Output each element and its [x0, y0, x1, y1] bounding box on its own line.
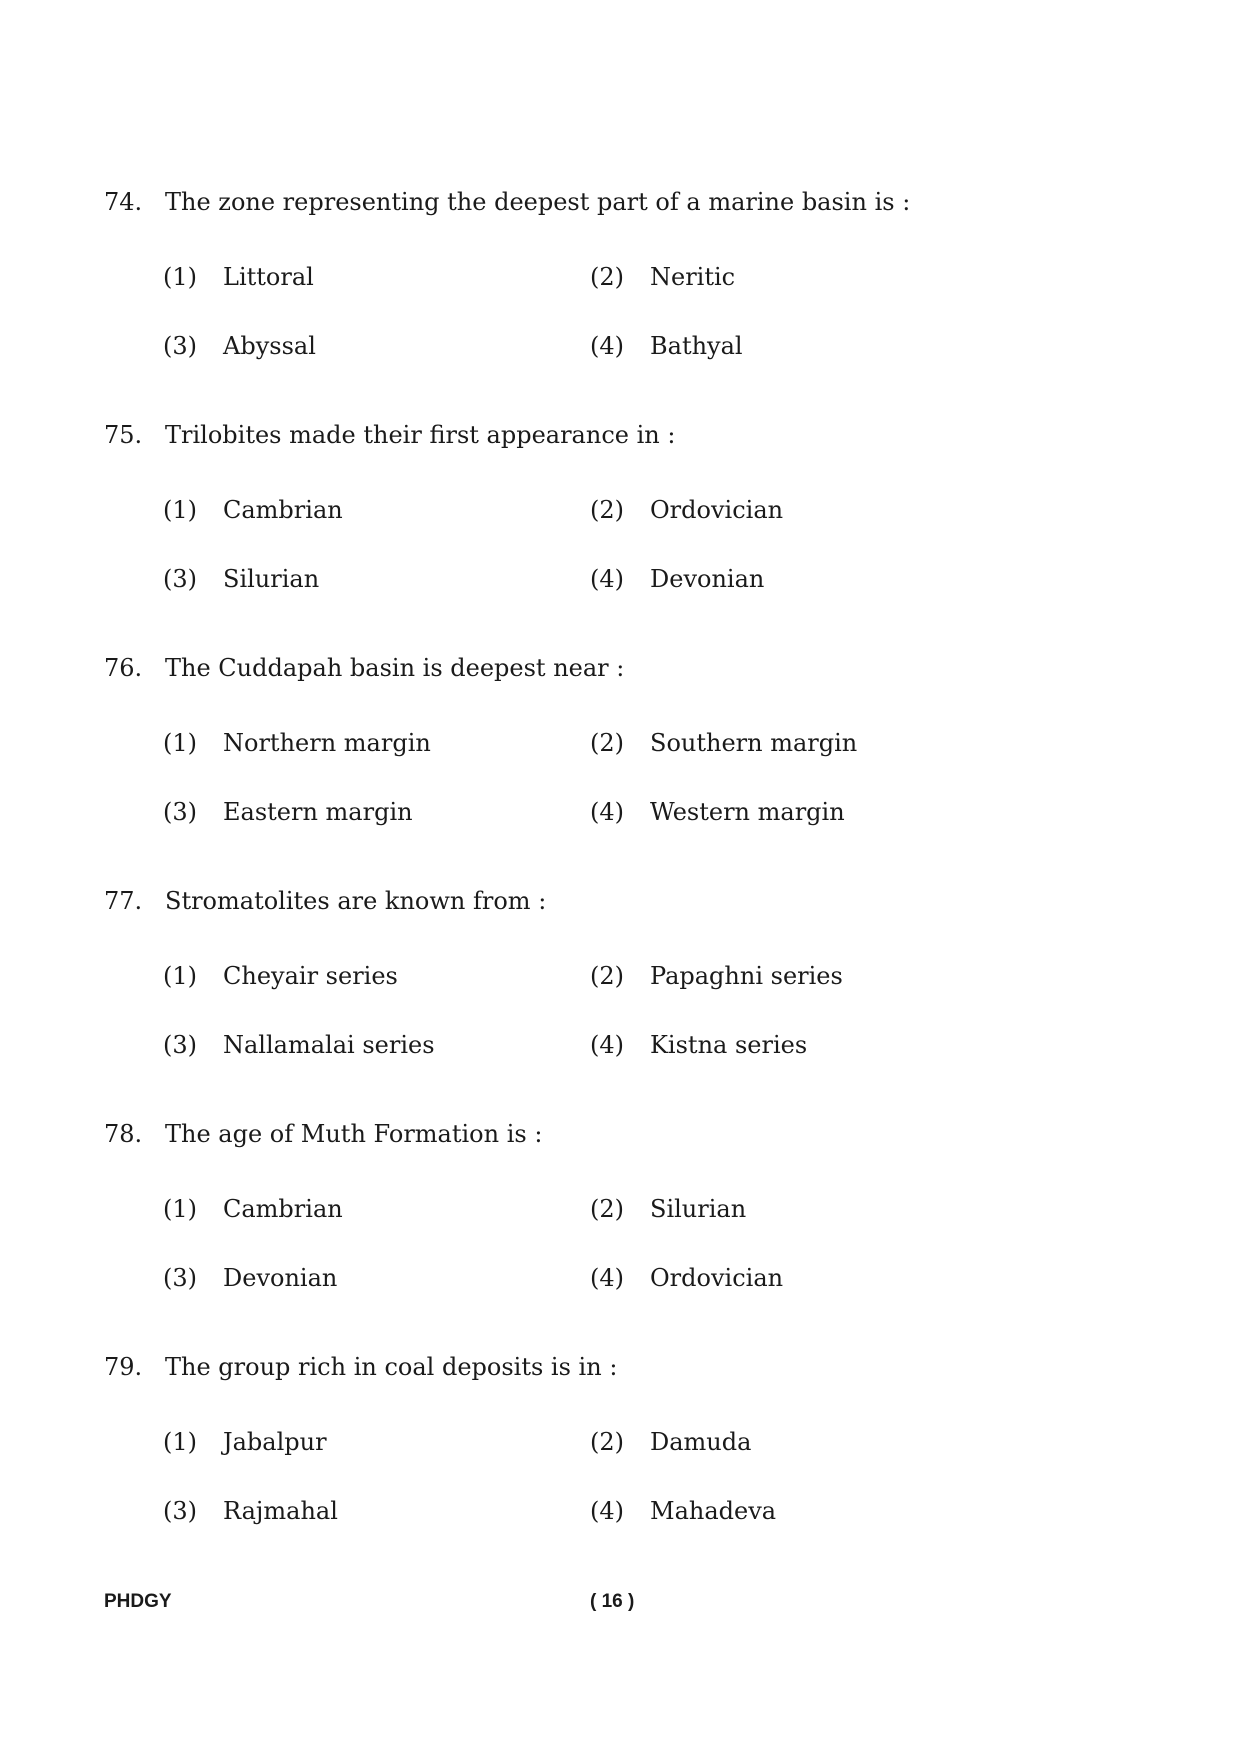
question-text: The zone representing the deepest part of a marine basin is : — [165, 188, 911, 216]
option-number: (4) — [590, 332, 624, 360]
question-stem — [104, 884, 1104, 918]
question-number: 77. — [104, 887, 143, 915]
option-number: (3) — [163, 1264, 197, 1292]
question-text: The group rich in coal deposits is in : — [165, 1353, 618, 1381]
option-number: (4) — [590, 565, 624, 593]
option-number: (3) — [163, 1031, 197, 1059]
question-79 — [104, 1350, 1104, 1525]
option-number: (4) — [590, 1264, 624, 1292]
option-text: Ordovician — [650, 496, 784, 524]
question-number: 74. — [104, 188, 143, 216]
paper-code: PHDGY — [104, 1591, 172, 1612]
option-text: Devonian — [223, 1264, 338, 1292]
option-number: (2) — [590, 263, 624, 291]
option-number: (2) — [590, 1195, 624, 1223]
option-number: (3) — [163, 798, 197, 826]
option-text: Neritic — [650, 263, 736, 291]
question-76 — [104, 651, 1104, 826]
option-number: (1) — [163, 729, 197, 757]
option-text: Eastern margin — [223, 798, 413, 826]
question-stem — [104, 418, 1104, 452]
option-text: Cambrian — [223, 496, 343, 524]
question-77 — [104, 884, 1104, 1059]
question-number: 79. — [104, 1353, 143, 1381]
option-text: Devonian — [650, 565, 765, 593]
option-text: Papaghni series — [650, 962, 843, 990]
page-number: ( 16 ) — [590, 1591, 635, 1612]
option-number: (4) — [590, 1497, 624, 1525]
question-74 — [104, 185, 1104, 360]
option-text: Northern margin — [223, 729, 431, 757]
option-text: Kistna series — [650, 1031, 808, 1059]
question-stem — [104, 651, 1104, 685]
option-number: (2) — [590, 962, 624, 990]
question-number: 76. — [104, 654, 143, 682]
option-text: Western margin — [650, 798, 845, 826]
option-number: (4) — [590, 1031, 624, 1059]
option-text: Mahadeva — [650, 1497, 777, 1525]
option-text: Nallamalai series — [223, 1031, 435, 1059]
question-text: Trilobites made their first appearance in : — [165, 421, 676, 449]
option-number: (2) — [590, 729, 624, 757]
option-number: (1) — [163, 1195, 197, 1223]
question-text: Stromatolites are known from : — [165, 887, 547, 915]
option-number: (1) — [163, 1428, 197, 1456]
option-number: (2) — [590, 1428, 624, 1456]
question-text: The Cuddapah basin is deepest near : — [165, 654, 625, 682]
option-text: Silurian — [650, 1195, 747, 1223]
question-78 — [104, 1117, 1104, 1292]
option-number: (2) — [590, 496, 624, 524]
question-stem — [104, 1350, 1104, 1384]
option-text: Cambrian — [223, 1195, 343, 1223]
option-number: (3) — [163, 565, 197, 593]
question-number: 78. — [104, 1120, 143, 1148]
option-text: Rajmahal — [223, 1497, 338, 1525]
option-number: (3) — [163, 1497, 197, 1525]
option-text: Cheyair series — [223, 962, 398, 990]
option-text: Ordovician — [650, 1264, 784, 1292]
option-number: (1) — [163, 496, 197, 524]
question-number: 75. — [104, 421, 143, 449]
option-text: Bathyal — [650, 332, 743, 360]
option-number: (1) — [163, 263, 197, 291]
question-stem — [104, 185, 1104, 219]
option-number: (4) — [590, 798, 624, 826]
option-text: Damuda — [650, 1428, 752, 1456]
option-number: (3) — [163, 332, 197, 360]
question-75 — [104, 418, 1104, 593]
option-text: Littoral — [223, 263, 314, 291]
option-text: Silurian — [223, 565, 320, 593]
question-text: The age of Muth Formation is : — [165, 1120, 543, 1148]
option-text: Southern margin — [650, 729, 858, 757]
option-number: (1) — [163, 962, 197, 990]
option-text: Abyssal — [223, 332, 316, 360]
question-stem — [104, 1117, 1104, 1151]
option-text: Jabalpur — [223, 1428, 327, 1456]
